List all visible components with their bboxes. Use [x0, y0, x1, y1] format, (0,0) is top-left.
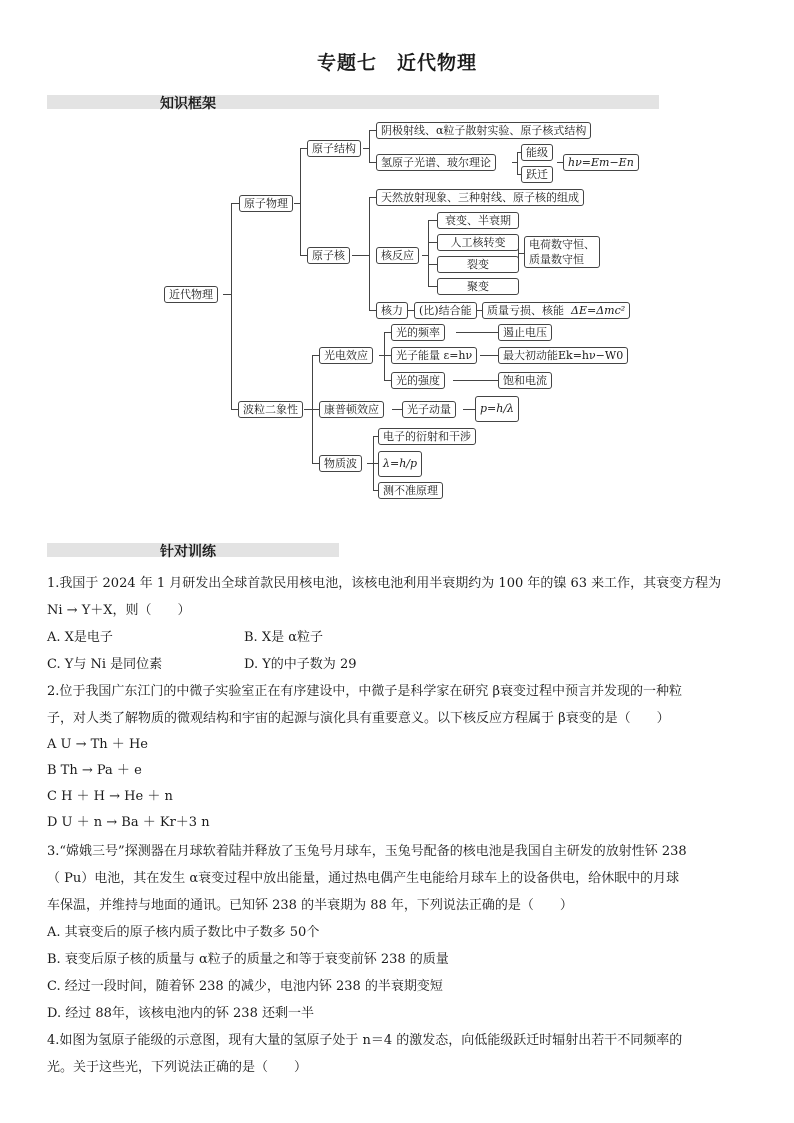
- connector: [300, 148, 301, 255]
- connector: [312, 463, 319, 464]
- option-c[interactable]: C. Y与 Ni 是同位素: [47, 657, 163, 672]
- option-c[interactable]: C H ＋ H → He ＋ n: [47, 789, 173, 804]
- node-stop-voltage: 遏止电压: [498, 324, 552, 341]
- node-binding: (比)结合能: [414, 302, 477, 319]
- question-4: [47, 1027, 747, 1081]
- connector: [369, 162, 376, 163]
- connector: [428, 220, 429, 286]
- option-d[interactable]: D. 经过 88年，该核电池内的钚 238 还剩一半: [47, 1006, 314, 1021]
- node-max-ke: 最大初动能Ek=hν−W0: [498, 347, 628, 364]
- question-line: （ Pu）电池，其在发生 α衰变过程中放出能量，通过热电偶产生电能给月球车上的设备供电，给休眠中的月球: [47, 871, 680, 886]
- node-fusion: 聚变: [437, 278, 519, 295]
- node-saturation: 饱和电流: [498, 372, 552, 389]
- connector: [456, 332, 498, 333]
- mass-defect-label: 质量亏损、核能: [487, 304, 564, 317]
- connector: [231, 203, 232, 410]
- question-line: 车保温，并维持与地面的通讯。已知钚 238 的半衰期为 88 年，下列说法正确的是（ ）: [47, 898, 573, 913]
- node-nuclear-reaction: 核反应: [376, 247, 419, 264]
- connector: [352, 255, 369, 256]
- connector: [223, 294, 231, 295]
- connector: [384, 355, 391, 356]
- node-cathode: 阴极射线、α粒子散射实验、原子核式结构: [376, 122, 591, 139]
- connector: [384, 380, 391, 381]
- connector: [231, 203, 239, 204]
- connector: [369, 310, 376, 311]
- delta-e-formula: ΔE=Δmc²: [571, 304, 626, 317]
- question-1-options: [47, 624, 747, 678]
- connector: [428, 286, 437, 287]
- conservation-mass: 质量数守恒: [529, 253, 584, 266]
- page-title: 专题七 近代物理: [316, 52, 477, 74]
- question-line: 子，对人类了解物质的微观结构和宇宙的起源与演化具有重要意义。以下核反应方程属于 β衰变的是（ ）: [47, 711, 670, 726]
- connector: [304, 409, 312, 410]
- connector: [453, 380, 498, 381]
- node-lambda-formula: λ=h/p: [378, 451, 422, 477]
- connector: [428, 220, 437, 221]
- node-atom-physics: 原子物理: [239, 195, 293, 212]
- option-d[interactable]: D. Y的中子数为 29: [244, 657, 357, 672]
- node-momentum: 光子动量: [402, 401, 456, 418]
- section-title-training: 针对训练: [160, 544, 216, 560]
- node-diffraction: 电子的衍射和干涉: [378, 428, 476, 445]
- node-photoelectric: 光电效应: [319, 347, 373, 364]
- node-photon-energy: 光子能量 ε=hν: [391, 347, 477, 364]
- node-duality: 波粒二象性: [238, 401, 303, 418]
- connector: [312, 409, 319, 410]
- section-bar: [47, 95, 659, 109]
- question-line: 4.如图为氢原子能级的示意图，现有大量的氢原子处于 n＝4 的激发态，向低能级跃迁时辐射出若干不同频率的: [47, 1033, 683, 1048]
- option-b[interactable]: B. X是 α粒子: [244, 630, 323, 645]
- node-fission: 裂变: [437, 256, 519, 273]
- question-line: 1.我国于 2024 年 1 月研发出全球首款民用核电池，该核电池利用半衰期约为 100 年的镍 63 来工作，其衰变方程为: [47, 576, 722, 591]
- node-nuclear-force: 核力: [376, 302, 408, 319]
- node-root: 近代物理: [164, 286, 218, 303]
- connector: [369, 130, 370, 163]
- connector: [428, 264, 437, 265]
- connector: [463, 409, 475, 410]
- node-hv-formula: hν=Em−En: [563, 154, 639, 171]
- question-2: [47, 678, 747, 836]
- option-c[interactable]: C. 经过一段时间，随着钚 238 的减少，电池内钚 238 的半衰期变短: [47, 979, 443, 994]
- connector: [392, 409, 402, 410]
- connector: [480, 355, 498, 356]
- connector: [517, 152, 518, 174]
- node-transition: 跃迁: [521, 166, 553, 183]
- question-line: 2.位于我国广东江门的中微子实验室正在有序建设中，中微子是科学家在研究 β衰变过程中预言并发现的一种粒: [47, 684, 683, 699]
- node-hydrogen: 氢原子光谱、玻尔理论: [376, 154, 496, 171]
- question-1: [47, 570, 747, 624]
- option-a[interactable]: A U → Th ＋ He: [47, 737, 148, 752]
- connector: [384, 332, 385, 380]
- connector: [428, 242, 437, 243]
- node-p-formula: p=h/λ: [475, 396, 519, 422]
- question-line: Ni → Y＋X，则（ ）: [47, 603, 191, 618]
- connector: [369, 130, 376, 131]
- node-mass-defect: [482, 302, 630, 319]
- connector: [369, 197, 370, 310]
- option-a[interactable]: A. X是电子: [47, 630, 113, 645]
- node-artificial: 人工核转变: [437, 234, 519, 251]
- node-atom-structure: 原子结构: [307, 140, 361, 157]
- node-compton: 康普顿效应: [319, 401, 384, 418]
- connector: [369, 197, 376, 198]
- node-conservation: [524, 236, 600, 268]
- node-freq: 光的频率: [391, 324, 445, 341]
- node-matter-wave: 物质波: [319, 455, 362, 472]
- connector: [384, 332, 391, 333]
- conservation-charge: 电荷数守恒、: [529, 238, 595, 251]
- node-level: 能级: [521, 144, 553, 161]
- option-b[interactable]: B Th → Pa ＋ e: [47, 763, 142, 778]
- question-line: 光。关于这些光，下列说法正确的是（ ）: [47, 1060, 308, 1075]
- question-line: 3.“嫦娥三号”探测器在月球软着陆并释放了玉兔号月球车，玉兔号配备的核电池是我国自主研发的放射性钚 238: [47, 844, 687, 859]
- node-nucleus: 原子核: [307, 247, 350, 264]
- node-decay: 衰变、半衰期: [437, 212, 519, 229]
- section-title-framework: 知识框架: [160, 96, 216, 112]
- option-b[interactable]: B. 衰变后原子核的质量与 α粒子的质量之和等于衰变前钚 238 的质量: [47, 952, 449, 967]
- connector: [300, 148, 307, 149]
- question-3: [47, 838, 747, 1027]
- node-intensity: 光的强度: [391, 372, 445, 389]
- option-d[interactable]: D U ＋ n → Ba ＋ Kr＋3 n: [47, 815, 210, 830]
- node-natural: 天然放射现象、三种射线、原子核的组成: [376, 189, 584, 206]
- option-a[interactable]: A. 其衰变后的原子核内质子数比中子数多 50个: [47, 925, 320, 940]
- node-uncertainty: 测不准原理: [378, 482, 443, 499]
- connector: [300, 255, 307, 256]
- connector: [312, 355, 319, 356]
